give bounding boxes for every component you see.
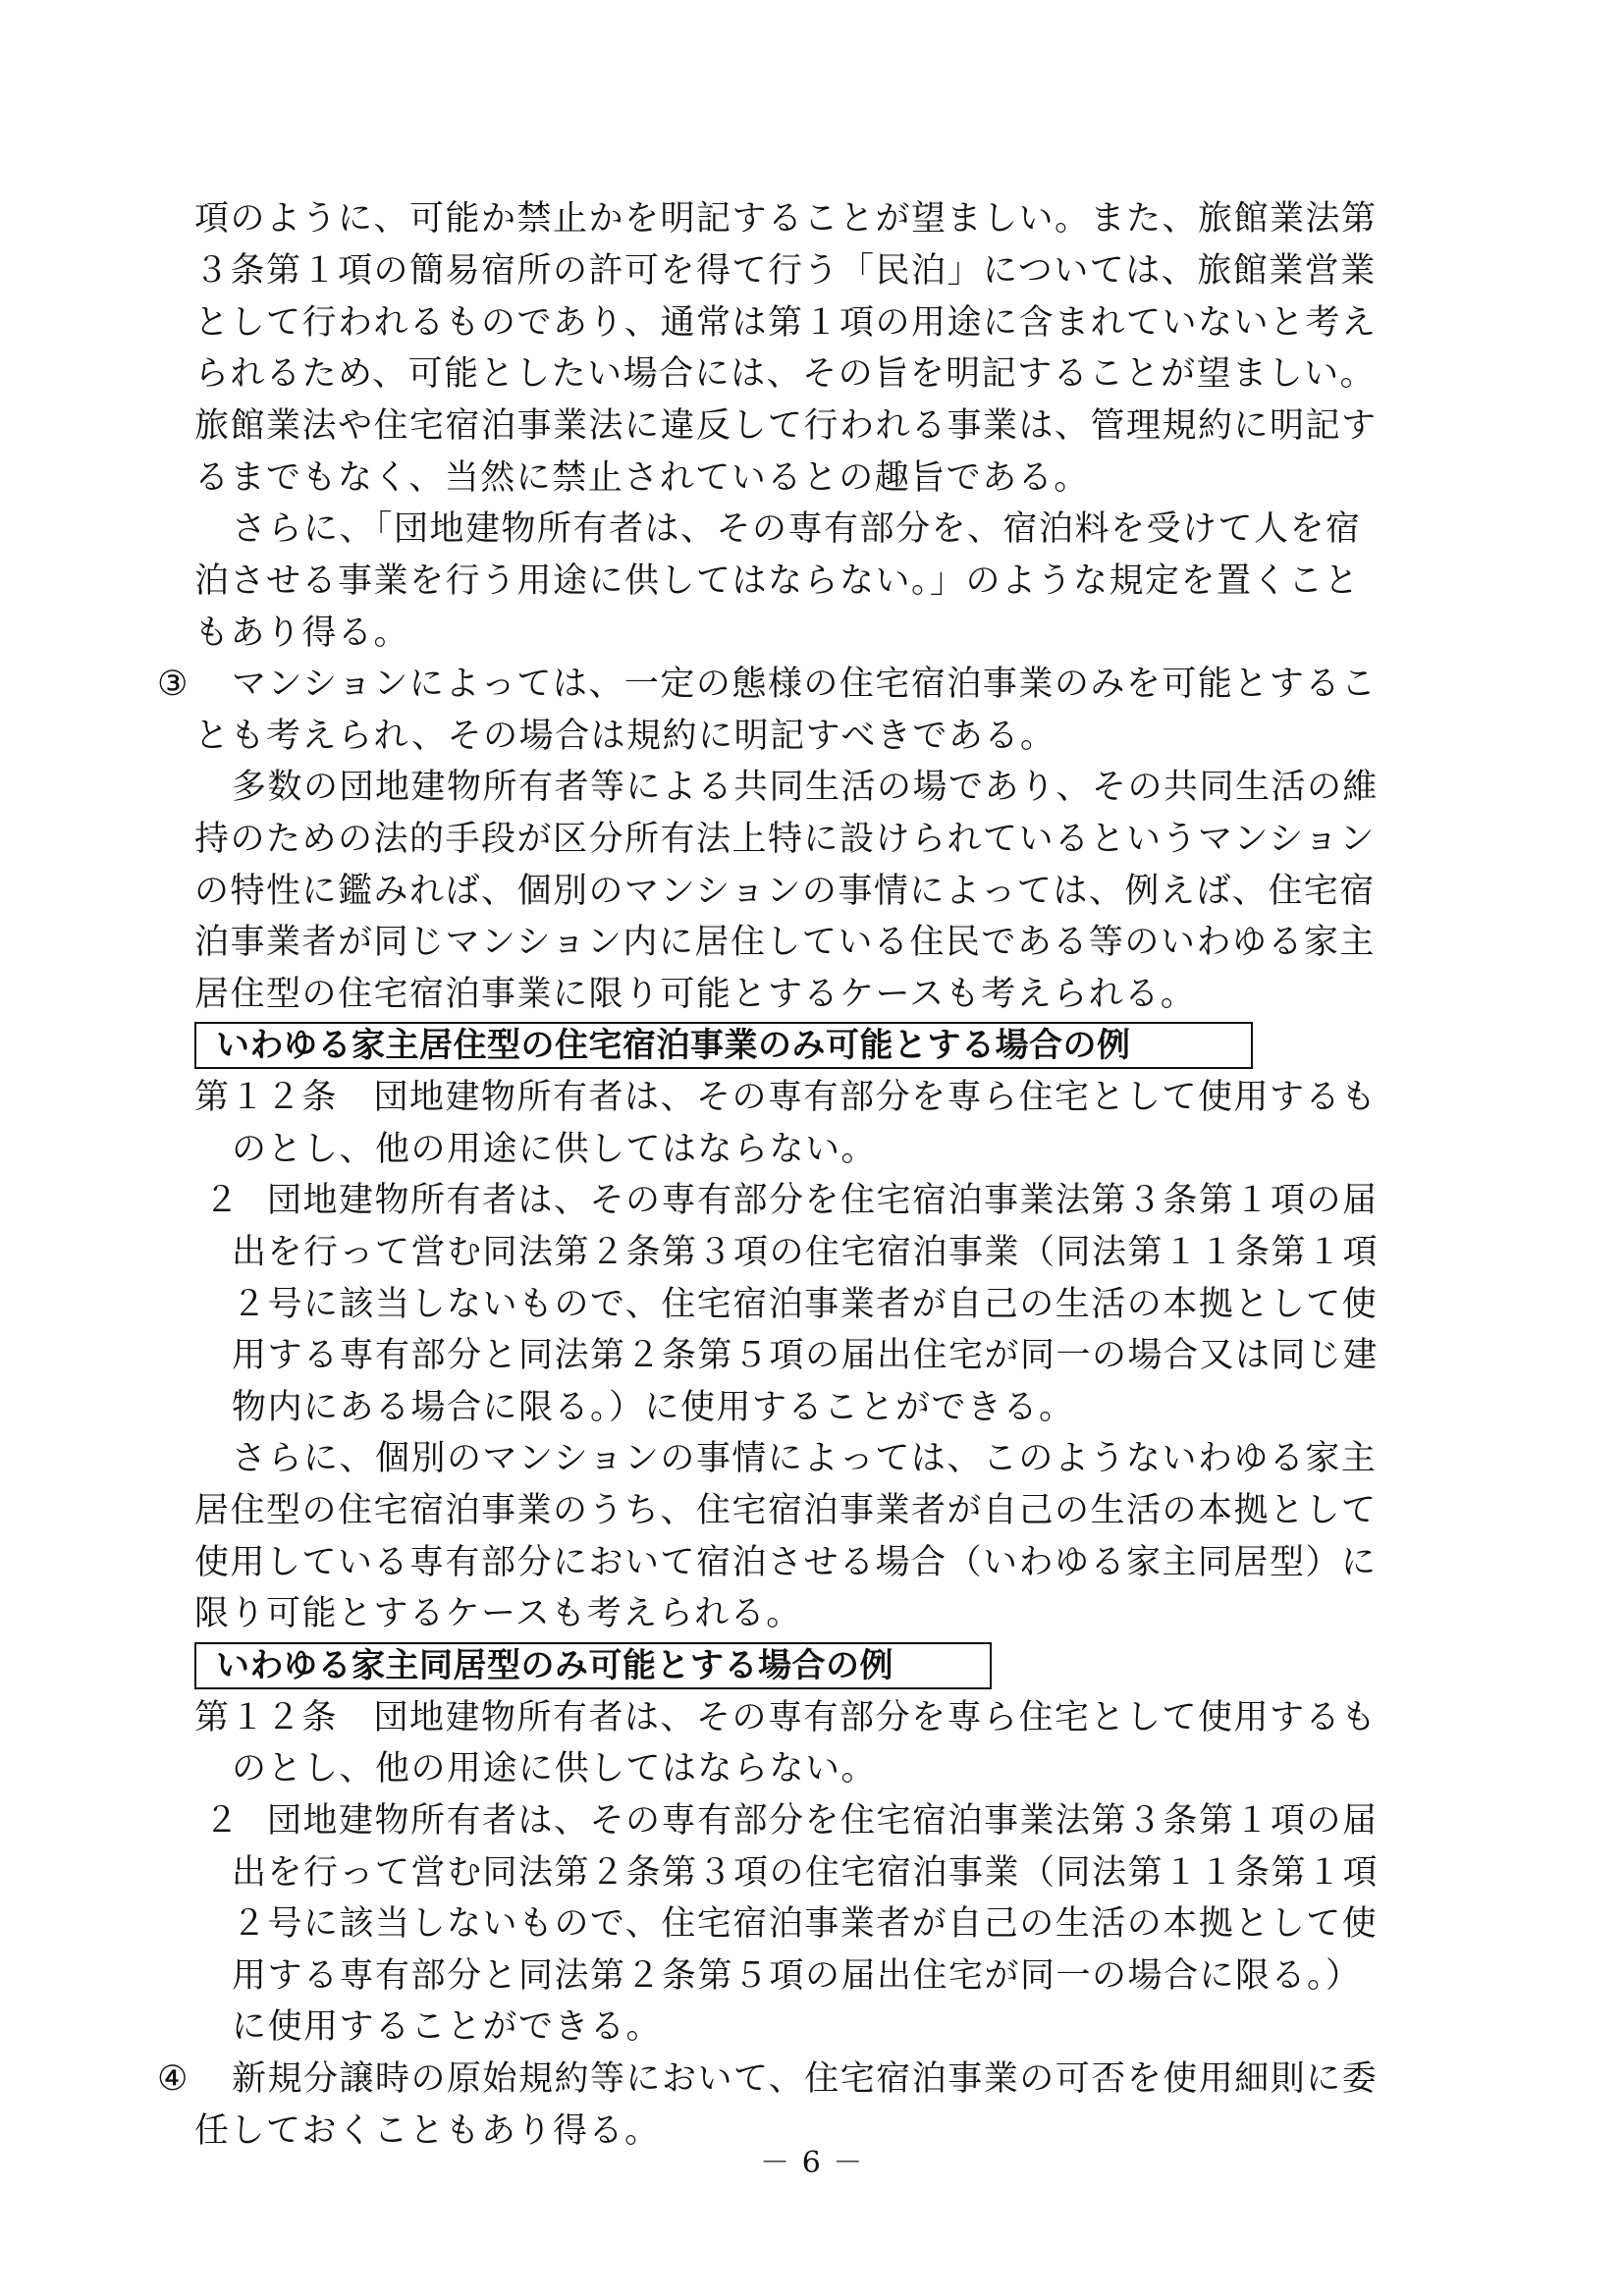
text-line: 多数の団地建物所有者等による共同生活の場であり、その共同生活の維 [232,768,1380,807]
item-marker: ④ [157,2059,189,2099]
text-line: 新規分譲時の原始規約等において、住宅宿泊事業の可否を使用細則に委 [232,2059,1379,2099]
text-line: 出を行って営む同法第２条第３項の住宅宿泊事業（同法第１１条第１項 [232,1233,1380,1272]
text-line: 持のための法的手段が区分所有法上特に設けられているというマンション [194,820,1376,859]
text-line: さらに、「団地建物所有者は、その専有部分を、宿泊料を受けて人を宿 [232,509,1362,549]
paragraph-marker: ２ [204,1801,241,1841]
text-line: 団地建物所有者は、その専有部分を住宅宿泊事業法第３条第１項の届 [267,1801,1379,1841]
text-line: 物内にある場合に限る。）に使用することができる。 [232,1388,1075,1427]
text-line: さらに、個別のマンションの事情によっては、このようないわゆる家主 [232,1439,1378,1478]
text-line: 限り可能とするケースも考えられる。 [194,1594,802,1633]
example-heading-box: いわゆる家主同居型のみ可能とする場合の例 [194,1642,992,1689]
text-line: 項のように、可能か禁止かを明記することが望ましい。また、旅館業法第 [194,199,1378,239]
text-line: 使用している専有部分において宿泊させる場合（いわゆる家主同居型）に [194,1543,1378,1582]
text-line: 団地建物所有者は、その専有部分を住宅宿泊事業法第３条第１項の届 [267,1181,1379,1220]
text-line: のとし、他の用途に供してはならない。 [232,1749,878,1789]
text-line: ３条第１項の簡易宿所の許可を得て行う「民泊」については、旅館業営業 [194,251,1377,291]
text-line: 旅館業法や住宅宿泊事業法に違反して行われる事業は、管理規約に明記す [194,406,1378,446]
text-line: のとし、他の用途に供してはならない。 [232,1130,878,1169]
text-line: とも考えられ、その場合は規約に明記すべきである。 [194,717,1056,756]
text-line: 居住型の住宅宿泊事業に限り可能とするケースも考えられる。 [194,975,1197,1014]
text-line: られるため、可能としたい場合には、その旨を明記することが望ましい。 [194,354,1377,394]
text-line: 用する専有部分と同法第２条第５項の届出住宅が同一の場合に限る。） [232,1956,1362,1996]
paragraph-marker: ２ [204,1181,241,1220]
text-line: 出を行って営む同法第２条第３項の住宅宿泊事業（同法第１１条第１項 [232,1853,1380,1893]
text-line: 居住型の住宅宿泊事業のうち、住宅宿泊事業者が自己の生活の本拠として [194,1491,1378,1530]
text-line: ２号に該当しないもので、住宅宿泊事業者が自己の生活の本拠として使 [232,1285,1379,1324]
text-line: 任しておくこともあり得る。 [194,2111,661,2151]
text-line: るまでもなく、当然に禁止されているとの趣旨である。 [194,458,1090,498]
page-number: － 6 － [760,2146,864,2180]
text-line: として行われるものであり、通常は第１項の用途に含まれていないと考え [194,303,1378,343]
example-heading-box: いわゆる家主居住型の住宅宿泊事業のみ可能とする場合の例 [194,1022,1253,1069]
text-line: に使用することができる。 [232,2007,663,2047]
text-line: もあり得る。 [194,614,410,653]
text-line: 第１２条 団地建物所有者は、その専有部分を専ら住宅として使用するも [194,1078,1378,1117]
item-marker: ③ [157,665,189,704]
text-line: 第１２条 団地建物所有者は、その専有部分を専ら住宅として使用するも [194,1698,1378,1737]
text-line: 泊事業者が同じマンション内に居住している住民である等のいわゆる家主 [194,923,1376,962]
text-line: マンションによっては、一定の態様の住宅宿泊事業のみを可能とするこ [232,665,1378,704]
text-line: 用する専有部分と同法第２条第５項の届出住宅が同一の場合又は同じ建 [232,1336,1380,1375]
text-line: ２号に該当しないもので、住宅宿泊事業者が自己の生活の本拠として使 [232,1904,1379,1944]
text-line: の特性に鑑みれば、個別のマンションの事情によっては、例えば、住宅宿 [194,872,1376,911]
text-line: 泊させる事業を行う用途に供してはならない。」のような規定を置くこと [194,561,1361,601]
